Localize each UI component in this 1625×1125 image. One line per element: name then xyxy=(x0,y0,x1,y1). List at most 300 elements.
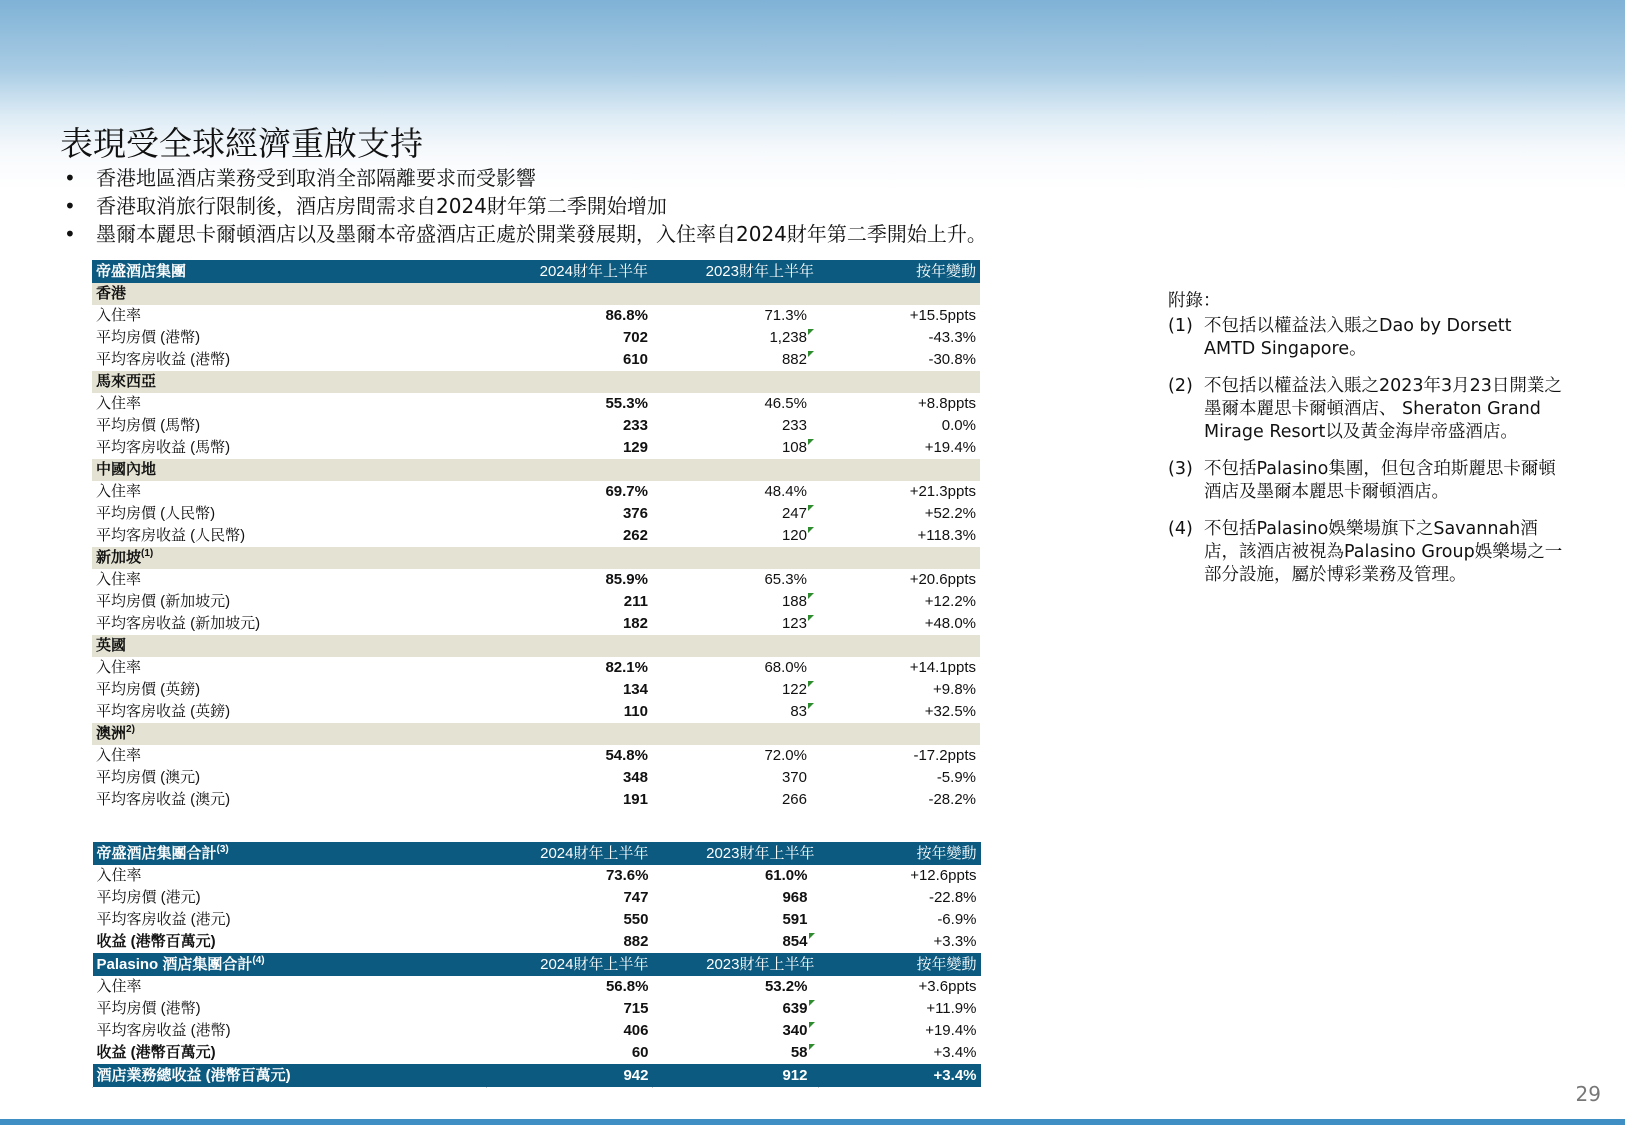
change-marker-icon xyxy=(809,1022,815,1028)
row-label xyxy=(93,998,487,1020)
value-2024-text: 69.7% xyxy=(605,483,648,500)
region-row xyxy=(92,723,980,745)
value-2024-text: 262 xyxy=(622,527,648,544)
header-label-text: 帝盛酒店集團 xyxy=(96,262,187,280)
row-label xyxy=(92,767,486,789)
value-change xyxy=(818,613,980,635)
value-2024-text: 129 xyxy=(622,439,648,456)
value-2024 xyxy=(486,789,652,811)
table-row xyxy=(92,349,980,371)
value-change xyxy=(818,767,980,789)
value-2023-text: 65.3% xyxy=(764,571,807,588)
value-2023-text: 72.0% xyxy=(764,747,807,764)
note-item xyxy=(1168,458,1568,504)
row-label-text: 平均房價 (人民幣) xyxy=(96,505,216,522)
table-row xyxy=(92,437,980,459)
value-change xyxy=(819,1020,981,1042)
note-text: 不包括以權益法入賬之Dao by Dorsett AMTD Singapore。 xyxy=(1204,316,1512,359)
header-2024-text: 2024財年上半年 xyxy=(540,955,649,973)
value-2024 xyxy=(486,305,652,327)
value-2023 xyxy=(652,679,818,701)
row-label xyxy=(92,415,486,437)
region-name-text: 澳洲 xyxy=(96,725,127,742)
value-2023 xyxy=(653,909,819,931)
value-change xyxy=(818,327,980,349)
header-label xyxy=(93,953,487,976)
value-2024 xyxy=(487,865,653,887)
bullet-item: • 墨爾本麗思卡爾頓酒店以及墨爾本帝盛酒店正處於開業發展期，入住率自2024財年第二季開始上升。 xyxy=(64,220,987,248)
row-label-text: 入住率 xyxy=(96,659,142,676)
row-label xyxy=(92,569,486,591)
row-label-text: 入住率 xyxy=(96,978,142,995)
value-2024-text: 348 xyxy=(622,769,648,786)
value-change xyxy=(818,789,980,811)
table-row xyxy=(93,865,981,887)
value-2024-text: 110 xyxy=(623,703,648,720)
row-label-text: 平均客房收益 (港元) xyxy=(96,911,231,928)
total-change-text: +3.4% xyxy=(933,1066,977,1084)
note-text: 不包括Palasino娛樂場旗下之Savannah酒店，該酒店被視為Palasino Group娛樂場之一部分設施，屬於博彩業務及管理。 xyxy=(1204,519,1563,585)
table-row xyxy=(92,789,980,811)
row-label-text: 平均客房收益 (人民幣) xyxy=(96,527,246,544)
header-2023 xyxy=(653,842,819,865)
row-label xyxy=(93,1042,487,1064)
change-marker-icon xyxy=(808,351,814,357)
change-marker-icon xyxy=(809,1000,815,1006)
bullet-item: • 香港地區酒店業務受到取消全部隔離要求而受影響 xyxy=(64,164,987,192)
value-change xyxy=(819,865,981,887)
value-2024 xyxy=(487,1042,653,1064)
value-2024 xyxy=(486,591,652,613)
value-2023-text: 46.5% xyxy=(764,395,807,412)
value-2024 xyxy=(486,349,652,371)
row-label xyxy=(92,613,486,635)
total-2024-text: 942 xyxy=(623,1066,649,1084)
note-item xyxy=(1168,315,1568,361)
value-2023-text: 71.3% xyxy=(764,307,807,324)
region-row-filler xyxy=(486,635,980,657)
value-2023 xyxy=(652,657,818,679)
row-label-text: 平均房價 (英鎊) xyxy=(96,681,201,698)
spacer-cell xyxy=(819,1087,981,1088)
value-2023-text: 122 xyxy=(781,681,807,698)
value-change xyxy=(819,909,981,931)
value-change xyxy=(819,1042,981,1064)
region-name xyxy=(92,459,486,481)
row-label xyxy=(92,349,486,371)
table-row xyxy=(93,998,981,1020)
change-marker-icon xyxy=(808,527,814,533)
row-label-text: 平均房價 (港元) xyxy=(96,889,201,906)
value-2024-text: 82.1% xyxy=(605,659,648,676)
region-name-text: 中國內地 xyxy=(96,461,157,478)
value-2024 xyxy=(486,701,652,723)
header-change-text: 按年變動 xyxy=(916,955,977,973)
note-item xyxy=(1168,518,1568,587)
table-row xyxy=(93,1042,981,1064)
region-name xyxy=(92,635,486,657)
change-marker-icon xyxy=(808,505,814,511)
header-2024-text: 2024財年上半年 xyxy=(540,844,649,862)
regional-stats-table xyxy=(92,260,980,811)
spacer-cell xyxy=(653,1087,819,1088)
table-row xyxy=(92,503,980,525)
value-2023-text: 53.2% xyxy=(764,978,808,995)
row-label-text: 入住率 xyxy=(96,483,142,500)
note-text: 不包括以權益法入賬之2023年3月23日開業之墨爾本麗思卡爾頓酒店、 Sheraton Grand Mirage Resort以及黃金海岸帝盛酒店。 xyxy=(1204,376,1562,442)
region-name-text: 新加坡 xyxy=(96,549,142,566)
header-change-text: 按年變動 xyxy=(915,262,976,280)
change-marker-icon xyxy=(809,1044,815,1050)
value-2023-text: 188 xyxy=(781,593,807,610)
row-label xyxy=(93,865,487,887)
table-bottom-spacer xyxy=(93,1087,981,1088)
value-change xyxy=(818,437,980,459)
table-header-row xyxy=(92,260,980,283)
total-label xyxy=(93,1064,487,1087)
value-change-text: +52.2% xyxy=(924,505,976,522)
value-2023 xyxy=(652,745,818,767)
value-change xyxy=(818,481,980,503)
value-2024 xyxy=(487,931,653,953)
value-2024 xyxy=(486,393,652,415)
value-2024 xyxy=(486,767,652,789)
grand-total-row xyxy=(93,1064,981,1087)
value-2023 xyxy=(652,789,818,811)
region-row-filler xyxy=(486,283,980,305)
row-label-text: 收益 (港幣百萬元) xyxy=(96,933,216,950)
row-label xyxy=(92,305,486,327)
value-2024 xyxy=(486,657,652,679)
row-label xyxy=(92,503,486,525)
value-2023 xyxy=(652,503,818,525)
value-2023-text: 1,238 xyxy=(769,329,807,346)
value-2023 xyxy=(652,767,818,789)
table-row xyxy=(92,591,980,613)
row-label xyxy=(92,679,486,701)
value-change-text: +3.4% xyxy=(933,1044,977,1061)
header-label-text: Palasino 酒店集團合計 xyxy=(96,955,253,973)
value-change-text: +15.5ppts xyxy=(909,307,976,324)
value-2023-text: 120 xyxy=(781,527,807,544)
row-label-text: 入住率 xyxy=(96,307,142,324)
row-label xyxy=(92,393,486,415)
region-row xyxy=(92,371,980,393)
change-marker-icon xyxy=(808,615,814,621)
footnote-ref: (3) xyxy=(216,843,229,855)
value-2024-text: 73.6% xyxy=(605,867,649,884)
value-change-text: +20.6ppts xyxy=(909,571,976,588)
note-number: (1) xyxy=(1168,316,1193,336)
value-change-text: +3.6ppts xyxy=(918,978,977,995)
header-label xyxy=(93,842,487,865)
table-row xyxy=(92,525,980,547)
value-change-text: -30.8% xyxy=(928,351,976,368)
value-change-text: +11.9% xyxy=(926,1000,977,1017)
note-number: (3) xyxy=(1168,459,1193,479)
value-2023 xyxy=(652,349,818,371)
value-change-text: -5.9% xyxy=(936,769,976,786)
value-change-text: -6.9% xyxy=(937,911,977,928)
header-change xyxy=(818,260,980,283)
value-2024-text: 406 xyxy=(623,1022,649,1039)
row-label-text: 平均房價 (馬幣) xyxy=(96,417,201,434)
value-2024-text: 747 xyxy=(623,889,649,906)
table-row xyxy=(93,909,981,931)
value-2024-text: 60 xyxy=(631,1044,649,1061)
table-row xyxy=(92,481,980,503)
table-row xyxy=(92,657,980,679)
value-change xyxy=(818,657,980,679)
row-label xyxy=(92,327,486,349)
value-change xyxy=(818,569,980,591)
table-row xyxy=(92,327,980,349)
table-row xyxy=(92,569,980,591)
value-change-text: 0.0% xyxy=(941,417,976,434)
value-2024-text: 702 xyxy=(622,329,648,346)
header-change xyxy=(819,953,981,976)
row-label-text: 入住率 xyxy=(96,571,142,588)
value-2023 xyxy=(652,591,818,613)
row-label xyxy=(93,931,487,953)
value-2023-text: 968 xyxy=(782,889,808,906)
total-2023 xyxy=(653,1064,819,1087)
value-2023-text: 247 xyxy=(781,505,807,522)
value-2024 xyxy=(486,679,652,701)
table-row xyxy=(93,1020,981,1042)
value-2024-text: 191 xyxy=(622,791,648,808)
value-change xyxy=(818,415,980,437)
region-row xyxy=(92,635,980,657)
value-2024 xyxy=(487,998,653,1020)
value-2023 xyxy=(652,415,818,437)
region-name-text: 英國 xyxy=(96,637,127,654)
value-2023 xyxy=(653,931,819,953)
value-2023-text: 854 xyxy=(782,933,808,950)
region-name xyxy=(92,283,486,305)
header-label xyxy=(92,260,486,283)
value-change-text: +48.0% xyxy=(924,615,976,632)
value-2024-text: 715 xyxy=(623,1000,649,1017)
value-2024-text: 233 xyxy=(622,417,648,434)
value-change xyxy=(819,998,981,1020)
spacer-cell xyxy=(93,1087,487,1088)
value-change-text: +12.6ppts xyxy=(910,867,977,884)
footer-bar xyxy=(0,1119,1625,1125)
table-row xyxy=(93,887,981,909)
header-2024-text: 2024財年上半年 xyxy=(539,262,648,280)
value-2024-text: 211 xyxy=(623,593,648,610)
value-2024 xyxy=(486,327,652,349)
header-2023-text: 2023財年上半年 xyxy=(706,844,815,862)
table-row xyxy=(93,976,981,998)
note-number: (4) xyxy=(1168,519,1193,539)
value-change-text: +19.4% xyxy=(925,1022,977,1039)
value-2024-text: 134 xyxy=(622,681,648,698)
value-2023 xyxy=(653,976,819,998)
value-2023-text: 108 xyxy=(781,439,807,456)
value-change-text: +3.3% xyxy=(933,933,977,950)
page-title: 表現受全球經濟重啟支持 xyxy=(60,124,423,163)
value-change xyxy=(818,679,980,701)
row-label xyxy=(93,1020,487,1042)
notes-panel xyxy=(1168,290,1568,601)
row-label xyxy=(93,887,487,909)
value-change xyxy=(818,701,980,723)
row-label xyxy=(92,657,486,679)
value-change xyxy=(818,393,980,415)
value-2024-text: 882 xyxy=(623,933,649,950)
value-2024-text: 610 xyxy=(622,351,648,368)
row-label-text: 平均客房收益 (英鎊) xyxy=(96,703,231,720)
value-2023-text: 48.4% xyxy=(764,483,807,500)
row-label-text: 平均房價 (澳元) xyxy=(96,769,201,786)
change-marker-icon xyxy=(808,681,814,687)
notes-heading: 附錄： xyxy=(1168,291,1221,311)
region-row-filler xyxy=(486,459,980,481)
total-2024 xyxy=(487,1064,653,1087)
header-2024 xyxy=(487,953,653,976)
row-label-text: 入住率 xyxy=(96,867,142,884)
value-change-text: +9.8% xyxy=(933,681,976,698)
region-name-text: 香港 xyxy=(96,285,127,302)
row-label-text: 收益 (港幣百萬元) xyxy=(96,1044,216,1061)
value-2024 xyxy=(486,525,652,547)
table-row xyxy=(92,767,980,789)
value-2024 xyxy=(487,909,653,931)
row-label-text: 平均客房收益 (新加坡元) xyxy=(96,615,261,632)
table-header-row xyxy=(93,842,981,865)
value-2023-text: 639 xyxy=(782,1000,808,1017)
value-change-text: -17.2ppts xyxy=(913,747,976,764)
value-2023 xyxy=(652,569,818,591)
value-2024 xyxy=(487,976,653,998)
value-2023 xyxy=(653,1042,819,1064)
region-name xyxy=(92,371,486,393)
note-text: 不包括Palasino集團，但包含珀斯麗思卡爾頓酒店及墨爾本麗思卡爾頓酒店。 xyxy=(1204,459,1556,502)
header-2023 xyxy=(653,953,819,976)
value-2024 xyxy=(486,481,652,503)
value-2023-text: 83 xyxy=(790,703,807,720)
table-row xyxy=(92,701,980,723)
row-label xyxy=(92,591,486,613)
value-2023 xyxy=(652,701,818,723)
table-row xyxy=(92,415,980,437)
value-change-text: +12.2% xyxy=(924,593,976,610)
value-2024-text: 376 xyxy=(622,505,648,522)
value-change-text: -43.3% xyxy=(928,329,976,346)
row-label xyxy=(92,525,486,547)
region-name xyxy=(92,723,486,745)
value-change xyxy=(819,976,981,998)
row-label-text: 平均客房收益 (港幣) xyxy=(96,1022,231,1039)
header-change-text: 按年變動 xyxy=(916,844,977,862)
total-label-text: 酒店業務總收益 (港幣百萬元) xyxy=(96,1066,291,1084)
row-label xyxy=(93,976,487,998)
row-label-text: 平均房價 (港幣) xyxy=(96,329,201,346)
note-item xyxy=(1168,375,1568,444)
value-2023 xyxy=(653,865,819,887)
row-label-text: 平均房價 (新加坡元) xyxy=(96,593,231,610)
value-2024-text: 55.3% xyxy=(605,395,648,412)
value-2023 xyxy=(653,1020,819,1042)
value-change xyxy=(818,349,980,371)
value-2023 xyxy=(652,305,818,327)
region-row-filler xyxy=(486,547,980,569)
region-name-text: 馬來西亞 xyxy=(96,373,157,390)
value-2023-text: 882 xyxy=(781,351,807,368)
value-change-text: +21.3ppts xyxy=(909,483,976,500)
value-2024 xyxy=(486,745,652,767)
change-marker-icon xyxy=(808,439,814,445)
value-change xyxy=(818,525,980,547)
value-2023-text: 123 xyxy=(781,615,807,632)
value-2024-text: 56.8% xyxy=(605,978,649,995)
change-marker-icon xyxy=(808,329,814,335)
row-label-text: 平均客房收益 (澳元) xyxy=(96,791,231,808)
header-2023-text: 2023財年上半年 xyxy=(706,955,815,973)
row-label-text: 入住率 xyxy=(96,395,142,412)
region-row xyxy=(92,283,980,305)
region-row xyxy=(92,547,980,569)
row-label-text: 平均房價 (港幣) xyxy=(96,1000,201,1017)
footnote-ref: 2) xyxy=(126,724,135,735)
footnote-ref: (4) xyxy=(252,954,265,966)
value-2024-text: 182 xyxy=(622,615,648,632)
value-2024 xyxy=(486,415,652,437)
value-2023 xyxy=(653,887,819,909)
group-total-table xyxy=(92,842,981,1088)
header-2024 xyxy=(486,260,652,283)
total-2023-text: 912 xyxy=(782,1066,808,1084)
row-label-text: 平均客房收益 (馬幣) xyxy=(96,439,231,456)
value-change xyxy=(818,745,980,767)
value-2023-text: 266 xyxy=(781,791,807,808)
table-row xyxy=(92,679,980,701)
row-label xyxy=(92,745,486,767)
value-2024 xyxy=(486,613,652,635)
value-2023-text: 370 xyxy=(781,769,807,786)
value-2024-text: 54.8% xyxy=(605,747,648,764)
value-2023-text: 340 xyxy=(782,1022,808,1039)
value-2023 xyxy=(652,525,818,547)
value-2023 xyxy=(652,437,818,459)
page-number: 29 xyxy=(1575,1082,1601,1106)
value-change-text: +19.4% xyxy=(924,439,976,456)
table-row xyxy=(92,305,980,327)
value-change-text: -28.2% xyxy=(928,791,976,808)
header-change xyxy=(819,842,981,865)
bullet-item: • 香港取消旅行限制後，酒店房間需求自2024財年第二季開始增加 xyxy=(64,192,987,220)
row-label xyxy=(92,481,486,503)
value-2024 xyxy=(487,1020,653,1042)
value-2023-text: 233 xyxy=(781,417,807,434)
value-change xyxy=(819,887,981,909)
row-label xyxy=(93,909,487,931)
value-2023 xyxy=(652,327,818,349)
total-change xyxy=(819,1064,981,1087)
value-2023-text: 61.0% xyxy=(764,867,808,884)
row-label xyxy=(92,789,486,811)
value-2023-text: 68.0% xyxy=(764,659,807,676)
value-change xyxy=(818,305,980,327)
region-row-filler xyxy=(486,723,980,745)
row-label-text: 平均客房收益 (港幣) xyxy=(96,351,231,368)
value-2024-text: 550 xyxy=(623,911,649,928)
value-2024 xyxy=(486,569,652,591)
bullet-list xyxy=(64,164,987,248)
value-change-text: +32.5% xyxy=(924,703,976,720)
